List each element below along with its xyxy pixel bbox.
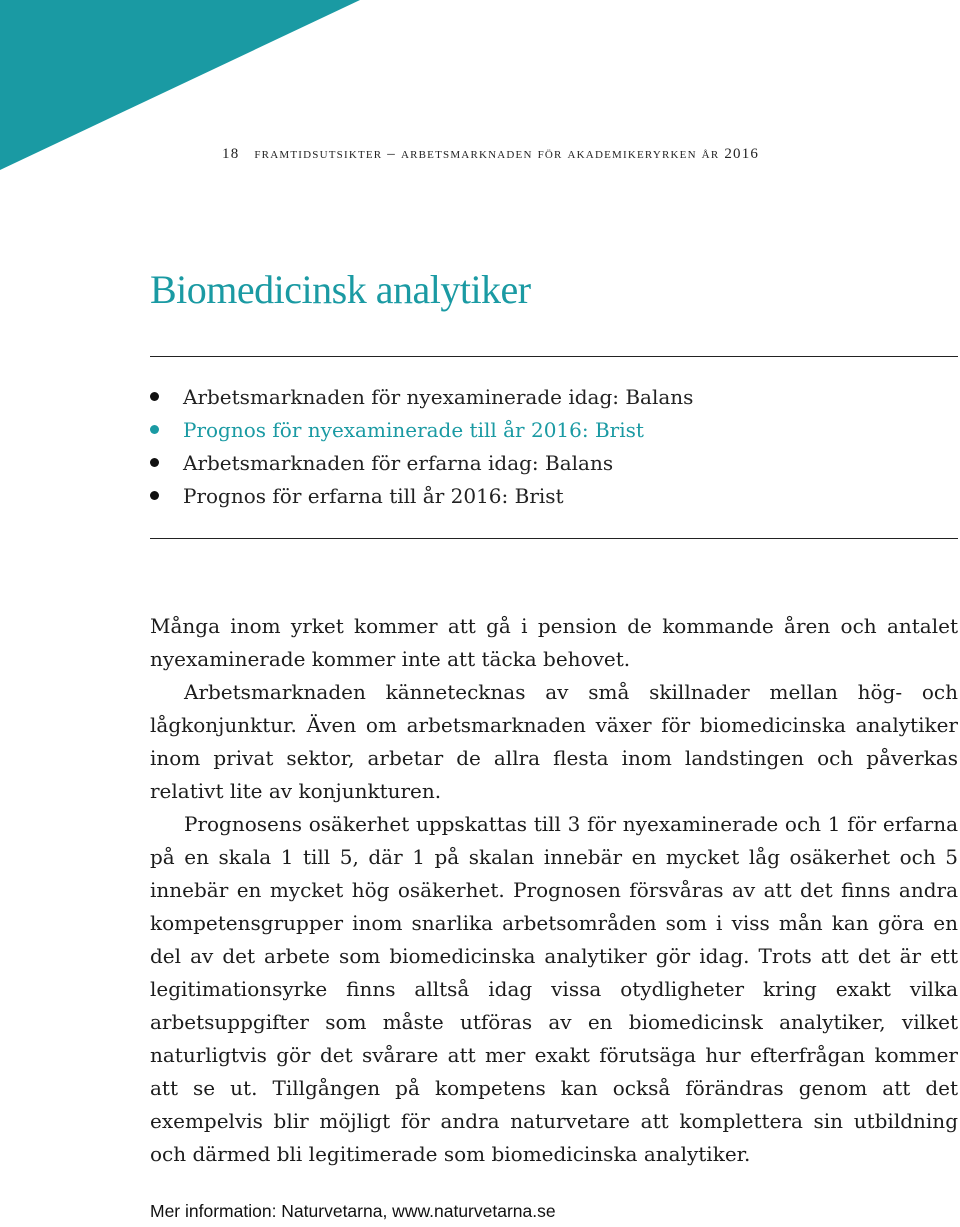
status-list — [150, 380, 693, 512]
running-head-text: framtidsutsikter – arbetsmarknaden för akademikeryrken år 2016 — [254, 146, 760, 162]
bullet-icon — [150, 458, 159, 467]
body-text — [150, 610, 958, 1171]
corner-decoration — [0, 0, 360, 170]
status-item-experienced-today — [150, 446, 693, 479]
divider-top — [150, 356, 958, 357]
status-item-experienced-forecast — [150, 479, 693, 512]
divider-bottom — [150, 538, 958, 539]
status-item-label: Arbetsmarknaden för erfarna idag: Balans — [183, 450, 614, 475]
bullet-icon — [150, 491, 159, 500]
status-item-label: Prognos för erfarna till år 2016: Brist — [183, 483, 564, 508]
page-title: Biomedicinsk analytiker — [150, 267, 531, 312]
paragraph-uncertainty: Prognosens osäkerhet uppskattas till 3 för nyexaminerade och 1 för erfarna på en skala 1 till 5, där 1 på skalan innebär en mycket låg osäkerhet och 5 innebär en mycket hög osäkerhet. Prognosen försvåras av att det finns andra kompetensgrupper inom snarlika arbetsområden som i viss mån kan göra en del av det arbete som biomedicinska analytiker gör idag. Trots att det är ett legitimationsyrke finns alltså idag vissa otydligheter kring exakt vilka arbetsuppgifter som måste utföras av en biomedicinsk analytiker, vilket naturligtvis gör det svårare att mer exakt förutsäga hur efterfrågan kommer att se ut. Tillgången på kompetens kan också förändras genom att det exempelvis blir möjligt för andra naturvetare att komplettera sin utbildning och därmed bli legitimerade som biomedicinska analytiker. — [150, 812, 958, 1166]
bullet-icon — [150, 425, 159, 434]
page-number: 18 — [222, 146, 240, 162]
status-item-label: Arbetsmarknaden för nyexaminerade idag: Balans — [183, 384, 694, 409]
status-item-label: Prognos för nyexaminerade till år 2016: Brist — [183, 417, 644, 442]
more-info-footer: Mer information: Naturvetarna, www.naturvetarna.se — [150, 1201, 556, 1221]
status-item-new-graduates-forecast — [150, 413, 693, 446]
bullet-icon — [150, 392, 159, 401]
paragraph-market: Arbetsmarknaden kännetecknas av små skillnader mellan hög- och lågkonjunktur. Även om arbetsmarknaden växer för biomedicinska analytiker inom privat sektor, arbetar de allra flesta inom landstingen och påverkas relativt lite av konjunkturen. — [150, 680, 958, 803]
paragraph-retirement: Många inom yrket kommer att gå i pension de kommande åren och antalet nyexaminerade kommer inte att täcka behovet. — [150, 614, 958, 671]
status-item-new-graduates-today — [150, 380, 693, 413]
running-head — [222, 146, 759, 163]
